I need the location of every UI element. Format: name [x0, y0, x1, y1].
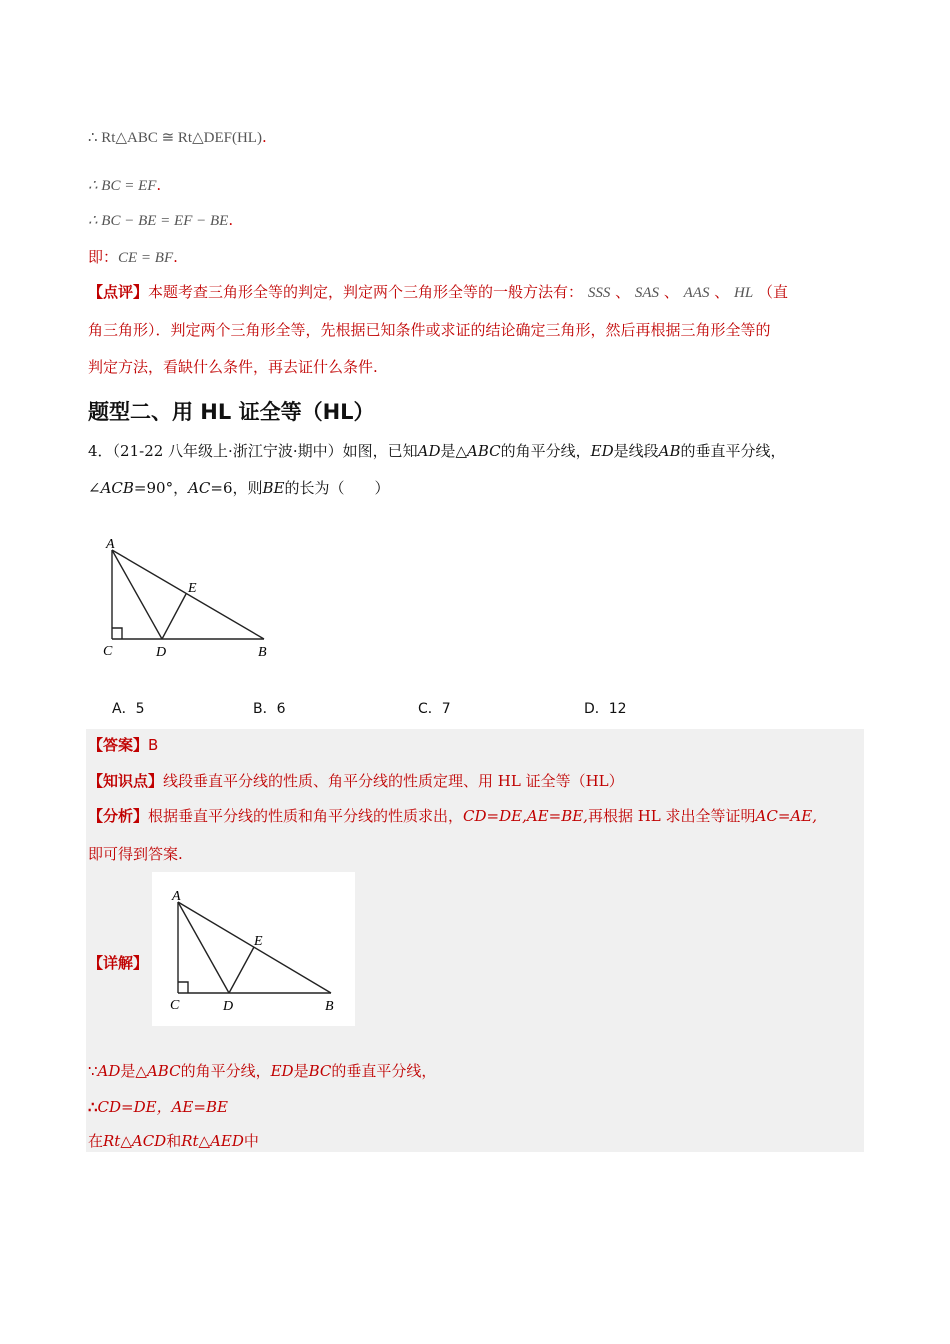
sol-text: 在	[88, 1132, 104, 1150]
label-c: C	[170, 998, 180, 1013]
comment-paragraph	[88, 274, 864, 386]
label-d: D	[156, 645, 167, 660]
analysis-line-2: 即可得到答案.	[88, 845, 183, 863]
question-number: 4．	[88, 442, 113, 460]
analysis-text: 根据垂直平分线的性质和角平分线的性质求出，	[148, 807, 464, 825]
var-be: BE	[262, 479, 285, 497]
because-symbol: ∵	[88, 1062, 98, 1080]
label-d: D	[223, 999, 234, 1014]
segment-ad	[112, 550, 162, 639]
right-angle-mark	[112, 628, 122, 639]
option-a[interactable]: A．5	[112, 701, 145, 717]
proof-math: ∴ BC = EF	[88, 178, 157, 194]
question-line-2	[88, 470, 864, 507]
q-text: 是△	[440, 442, 468, 460]
right-angle-mark	[178, 982, 188, 993]
label-c: C	[103, 644, 113, 659]
var-acb: ACB	[100, 479, 134, 497]
detail-triangle-figure	[165, 880, 350, 1020]
proof-math: CE = BF	[118, 250, 174, 266]
analysis-text: 再根据 HL 求出全等证明	[587, 807, 756, 825]
method-sss: SSS	[587, 285, 611, 301]
sol-text: 的角平分线，	[180, 1062, 271, 1080]
detail-tag	[88, 952, 148, 973]
label-a: A	[106, 537, 115, 552]
solution-line-1	[88, 1060, 436, 1081]
proof-line-3	[88, 211, 233, 230]
triangle-figure	[100, 532, 280, 662]
knowledge-text: 线段垂直平分线的性质、角平分线的性质定理、用 HL 证全等（HL）	[163, 772, 624, 790]
comment-text: 本题考查三角形全等的判定，判定两个三角形全等的一般方法有：	[148, 283, 584, 301]
var-ed: ED	[590, 442, 614, 460]
separator: 、	[663, 283, 679, 301]
comment-line-2: 角三角形）．判定两个三角形全等，先根据已知条件或求证的结论确定三角形，然后再根据三角形全等的	[88, 321, 771, 339]
angle-symbol: ∠	[88, 479, 101, 497]
period-mark: .	[156, 176, 162, 194]
proof-line-2	[88, 176, 161, 195]
var-ab: AB	[658, 442, 681, 460]
period-mark: .	[173, 248, 178, 266]
sol-math: CD=DE，AE=BE	[97, 1098, 228, 1116]
option-d[interactable]: D．12	[584, 701, 627, 717]
label-b: B	[258, 645, 267, 660]
segment-ad	[178, 902, 229, 993]
section-title: 题型二、用 HL 证全等（HL）	[88, 400, 375, 424]
sol-text: 和	[166, 1132, 182, 1150]
comment-tag: 【点评】	[88, 283, 149, 301]
q-text: 的角平分线，	[500, 442, 591, 460]
segment-de	[162, 594, 186, 639]
proof-line-1	[88, 128, 267, 147]
analysis-tag: 【分析】	[88, 807, 149, 825]
q-text: =90°，	[133, 479, 189, 497]
analysis-math: CD=DE,AE=BE,	[463, 807, 588, 825]
answer-value: B	[148, 736, 159, 754]
q-text: 的长为（ ）	[284, 479, 390, 497]
proof-math: ∴ Rt△ABC ≅ Rt△DEF(HL)	[88, 130, 262, 146]
analysis-line-1	[88, 805, 817, 826]
therefore-symbol: ∴	[88, 1098, 98, 1116]
proof-math: ∴ BC − BE = EF − BE	[88, 213, 229, 229]
label-e: E	[188, 581, 197, 596]
question-text	[88, 433, 864, 507]
sol-text: 的垂直平分线，	[331, 1062, 437, 1080]
var-abc: ABC	[467, 442, 501, 460]
method-hl: HL	[734, 285, 754, 301]
option-c[interactable]: C．7	[418, 701, 451, 717]
segment-de	[229, 947, 254, 993]
q-text: 是线段	[613, 442, 659, 460]
detail-tag-text: 【详解】	[88, 954, 149, 972]
knowledge-line	[88, 770, 624, 791]
sol-text: 中	[243, 1132, 259, 1150]
separator: 、	[714, 283, 730, 301]
var-ad: AD	[97, 1062, 121, 1080]
analysis-math: AC=AE,	[755, 807, 817, 825]
q-text: =6，则	[210, 479, 263, 497]
sol-text: 是	[293, 1062, 309, 1080]
q-text: 的垂直平分线，	[680, 442, 786, 460]
period-mark: .	[261, 128, 267, 146]
period-mark: .	[228, 211, 234, 229]
label-b: B	[325, 999, 334, 1014]
proof-prefix: 即：	[88, 248, 119, 266]
solution-line-2	[88, 1096, 228, 1117]
label-e: E	[254, 934, 263, 949]
solution-line-3	[88, 1130, 259, 1151]
comment-line-3: 判定方法，看缺什么条件，再去证什么条件.	[88, 358, 378, 376]
proof-line-4	[88, 246, 178, 267]
answer-tag: 【答案】	[88, 736, 149, 754]
var-ac: AC	[188, 479, 211, 497]
var-bc: BC	[308, 1062, 332, 1080]
var-abc: ABC	[146, 1062, 181, 1080]
method-sas: SAS	[634, 285, 660, 301]
label-a: A	[172, 889, 181, 904]
option-b[interactable]: B．6	[253, 701, 286, 717]
knowledge-tag: 【知识点】	[88, 772, 164, 790]
question-line-1	[88, 433, 864, 470]
var-rt-acd: Rt△ACD	[103, 1132, 167, 1150]
method-aas: AAS	[683, 285, 710, 301]
var-ad: AD	[417, 442, 441, 460]
question-source: （21-22 八年级上·浙江宁波·期中）如图，已知	[112, 442, 418, 460]
comment-line-1	[88, 274, 864, 312]
sol-text: 是△	[120, 1062, 147, 1080]
var-rt-aed: Rt△AED	[181, 1132, 244, 1150]
comment-text: （直	[758, 283, 789, 301]
answer-line	[88, 734, 158, 755]
separator: 、	[615, 283, 631, 301]
var-ed: ED	[270, 1062, 294, 1080]
